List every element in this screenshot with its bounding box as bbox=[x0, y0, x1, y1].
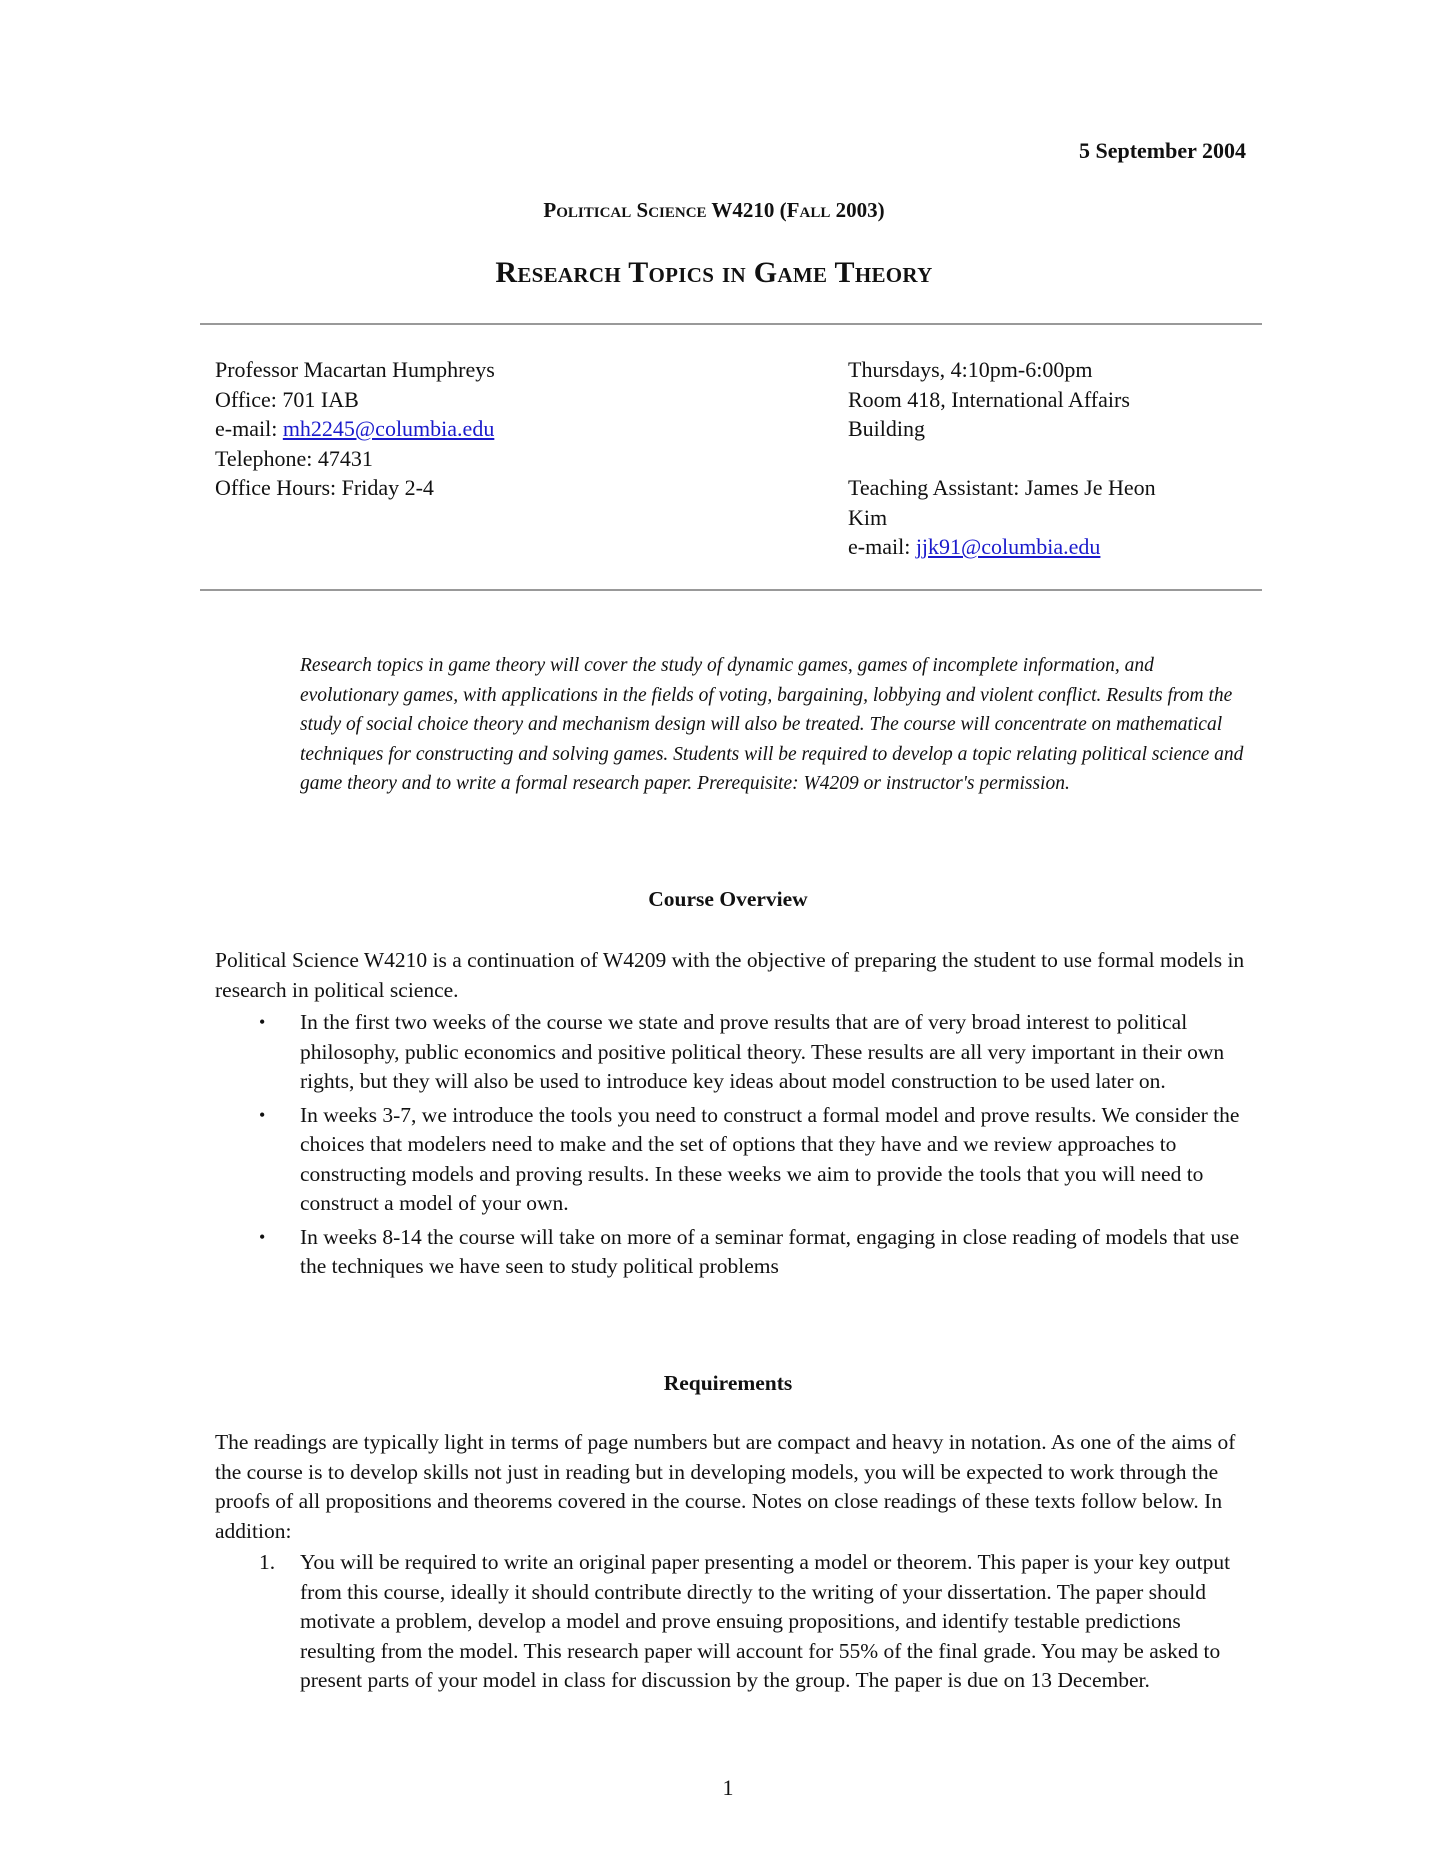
bullet-text: In weeks 8-14 the course will take on more of a seminar format, engaging in close reading of models that use the techniques we have seen to study political problems bbox=[300, 1224, 1240, 1278]
requirements-intro: The readings are typically light in terms of page numbers but are compact and heavy in notation. As one of the aims of the course is to develop skills not just in reading but in developing models, you will be expected to work through the proofs of all propositions and theorems covered in the course. Notes on close readings of these texts follow below. In addition: bbox=[215, 1430, 1236, 1543]
email-label: e-mail: bbox=[215, 416, 283, 441]
list-item bbox=[215, 1223, 1245, 1282]
item-text: You will be required to write an original paper presenting a model or theorem. This paper is your key output from this course, ideally it should contribute directly to the writing of your dissertation. The paper should motivate a problem, develop a model and prove ensuing propositions, and identify testable predictions resulting from the model. This research paper will account for 55% of the final grade. You may be asked to present parts of your model in class for discussion by the group. The paper is due on 13 December. bbox=[300, 1550, 1231, 1692]
page-number: 1 bbox=[722, 1775, 734, 1800]
overview-heading: Course Overview bbox=[648, 887, 808, 911]
ta-email-line bbox=[848, 532, 1223, 562]
class-time: Thursdays, 4:10pm-6:00pm bbox=[848, 357, 1093, 382]
course-abstract: Research topics in game theory will cover the study of dynamic games, games of incomplete information, and evolutionary games, with applications in the fields of voting, bargaining, lobbying and violent conflict. Results from the study of social choice theory and mechanism design will also be treated. The course will concentrate on mathematical techniques for constructing and solving games. Students will be required to develop a topic relating political science and game theory and to write a formal research paper. Prerequisite: W4209 or instructor's permission. bbox=[300, 655, 1244, 794]
course-code: Political Science W4210 (Fall 2003) bbox=[543, 198, 885, 222]
professor-name: Professor Macartan Humphreys bbox=[215, 357, 495, 382]
top-divider bbox=[200, 323, 1262, 325]
ta-line-2: Kim bbox=[848, 504, 888, 530]
course-title: Research Topics in Game Theory bbox=[495, 256, 933, 289]
list-item bbox=[215, 1101, 1245, 1219]
ta-email-link[interactable]: jjk91@columbia.edu bbox=[915, 534, 1101, 559]
overview-bullet-list bbox=[215, 1008, 1245, 1286]
requirements-heading: Requirements bbox=[663, 1371, 793, 1395]
office-hours: Office Hours: Friday 2-4 bbox=[215, 475, 434, 500]
bullet-text: In the first two weeks of the course we state and prove results that are of very broad interest to political philosophy, public economics and positive political theory. These results are all very important in their own rights, but they will also be used to introduce key ideas about model construction to be used later on. bbox=[300, 1010, 1225, 1093]
spacer bbox=[848, 444, 1223, 474]
list-item bbox=[215, 1548, 1245, 1696]
instructor-info bbox=[215, 355, 815, 503]
document-date: 5 September 2004 bbox=[1078, 138, 1246, 163]
bullet-icon: • bbox=[259, 1104, 266, 1125]
overview-intro: Political Science W4210 is a continuation of W4209 with the objective of preparing the student to use formal models in research in political science. bbox=[215, 948, 1245, 1002]
bullet-icon: • bbox=[259, 1226, 266, 1247]
professor-email-line bbox=[215, 414, 815, 444]
professor-email-link[interactable]: mh2245@columbia.edu bbox=[282, 416, 495, 441]
office-location: Office: 701 IAB bbox=[215, 386, 359, 412]
telephone: Telephone: 47431 bbox=[215, 445, 373, 471]
bottom-divider bbox=[200, 589, 1262, 591]
ta-line-1: Teaching Assistant: James Je Heon bbox=[848, 475, 1156, 500]
room-line-1: Room 418, International Affairs bbox=[848, 386, 1130, 412]
bullet-text: In weeks 3-7, we introduce the tools you need to construct a formal model and prove results. We consider the choices that modelers need to make and the set of options that they have and we review approaches to constructing models and proving results. In these weeks we aim to provide the tools that you will need to construct a model of your own. bbox=[300, 1102, 1240, 1215]
class-info bbox=[848, 355, 1223, 562]
list-item bbox=[215, 1008, 1245, 1097]
bullet-icon: • bbox=[259, 1012, 266, 1032]
room-line-2: Building bbox=[848, 416, 926, 441]
requirements-list bbox=[215, 1548, 1245, 1696]
item-number: 1. bbox=[259, 1550, 276, 1574]
email-label: e-mail: bbox=[848, 534, 916, 559]
